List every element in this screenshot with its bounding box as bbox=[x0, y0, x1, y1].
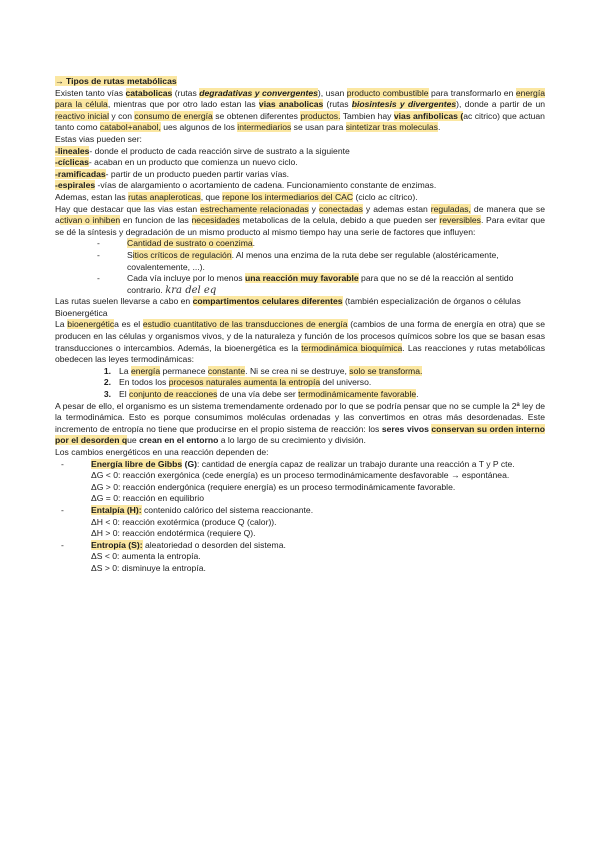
factor-item bbox=[55, 273, 545, 296]
text: a lo largo de su crecimiento y división. bbox=[218, 435, 366, 446]
enthalpy-line: ΔH > 0: reacción endotérmica (requiere Q). bbox=[91, 528, 256, 539]
type-lineales bbox=[55, 146, 545, 158]
title-text: → Tipos de rutas metabólicas bbox=[55, 76, 177, 86]
type-text: - partir de un producto pueden partir varias vías. bbox=[105, 168, 290, 179]
text: S bbox=[127, 249, 133, 260]
text: se obtenen diferentes bbox=[212, 110, 301, 121]
law-item bbox=[55, 377, 545, 389]
paragraph-energy-changes: Los cambios energéticos en una reacción dependen de: bbox=[55, 447, 269, 457]
highlight: reguladas, bbox=[430, 203, 471, 214]
type-name: -lineales bbox=[55, 145, 90, 156]
highlight: vias anfibolicas ( bbox=[393, 110, 464, 121]
text: . bbox=[252, 238, 256, 249]
highlight: repone los intermediarios del CAC bbox=[222, 191, 354, 202]
text: para transformarlo en bbox=[428, 87, 516, 98]
entropy-line: ΔS < 0: aumenta la entropía. bbox=[91, 551, 201, 562]
text: Tambien hay bbox=[340, 110, 394, 121]
text: de una vía debe ser bbox=[217, 389, 299, 400]
text: El bbox=[119, 389, 130, 400]
type-text: -vías de alargamiento o acortamiento de cadena. Funcionamiento constante de enzimas. bbox=[95, 180, 437, 191]
text: ue bbox=[127, 435, 140, 446]
highlight: reversibles bbox=[439, 215, 481, 226]
type-espirales bbox=[55, 180, 545, 192]
text: Ademas, estan las bbox=[55, 191, 129, 202]
gibbs-line: ΔG < 0: reacción exergónica (cede energía) es un proceso termodinámicamente desfavorable → espontánea. bbox=[91, 470, 510, 481]
highlight: solo se transforma. bbox=[349, 365, 423, 376]
text: , que bbox=[200, 191, 223, 202]
text: ac citrico) que actuan tanto como bbox=[55, 110, 545, 133]
text: se usan para bbox=[291, 122, 346, 133]
text: en funcion de las bbox=[120, 215, 192, 226]
text: . bbox=[416, 389, 419, 400]
concept-enthalpy bbox=[55, 505, 545, 517]
entropy-line: ΔS > 0: disminuye la entropía. bbox=[91, 562, 206, 573]
highlight: energía para la célula bbox=[55, 87, 545, 110]
type-name: -espirales bbox=[55, 180, 96, 191]
paragraph-vias-types-intro: Estas vias pueden ser: bbox=[55, 133, 142, 144]
highlight: energía bbox=[130, 365, 161, 376]
text: La bbox=[55, 319, 68, 330]
law-number: 1. bbox=[103, 365, 111, 376]
paragraph-metabolic-routes bbox=[55, 88, 545, 134]
text: . Ni se crea ni se destruye, bbox=[245, 365, 350, 376]
text: Hay que destacar que las vias estan bbox=[55, 203, 201, 214]
paragraph-anapleroticas bbox=[55, 192, 545, 204]
highlight: termodinámicamente favorable bbox=[298, 389, 417, 400]
highlight: rutas anapleroticas bbox=[128, 191, 201, 202]
text: . Las reacciones y rutas metabólicas obedecen las leyes termodinámicas: bbox=[55, 342, 546, 365]
gibbs-line: ΔG = 0: reacción en equilibrio bbox=[91, 493, 204, 504]
highlight: necesidades bbox=[191, 215, 240, 226]
highlight: catabol+anabol, bbox=[99, 122, 161, 133]
concept-symbol: (G) bbox=[182, 458, 198, 469]
text: ues algunos de los bbox=[160, 122, 238, 133]
highlight: una reacción muy favorable bbox=[245, 273, 359, 284]
text: (rutas bbox=[172, 87, 200, 98]
type-ciclicas bbox=[55, 157, 545, 169]
text: metabolicas de la celula, debido a que pueden ser bbox=[239, 215, 440, 226]
paragraph-order bbox=[55, 401, 545, 447]
highlight: constante bbox=[207, 365, 246, 376]
type-ramificadas bbox=[55, 169, 545, 181]
highlight: ctivan o inhiben bbox=[59, 215, 121, 226]
highlight: termodinámica bioquímica bbox=[301, 342, 403, 353]
bullet: - bbox=[61, 539, 64, 550]
highlight: bioenergétic bbox=[67, 319, 115, 330]
gibbs-line: ΔG > 0: reacción endergónica (requiere energía) es un proceso termodinámicamente favorable. bbox=[91, 481, 456, 492]
type-text: - donde el producto de cada reacción sirve de sustrato a la siguiente bbox=[89, 145, 350, 156]
law-number: 2. bbox=[103, 377, 111, 388]
highlight: itios críticos de regulación bbox=[132, 249, 232, 260]
concept-text: aleatoriedad o desorden del sistema. bbox=[142, 539, 286, 550]
text: y bbox=[308, 203, 319, 214]
concept-gibbs bbox=[55, 459, 545, 471]
highlight: reactivo inicial bbox=[55, 110, 109, 121]
highlight: estrechamente relacionadas bbox=[200, 203, 309, 214]
enthalpy-line: ΔH < 0: reacción exotérmica (produce Q (calor)). bbox=[91, 516, 277, 527]
text: (cambios de una forma de energía en otra) que se producen en las células y organismos vivos, y de la naturaleza y función de los procesos químicos sobre los que se basan esas transducciones o intercambios. Además, la bioenergética es la bbox=[55, 319, 546, 353]
paragraph-bioenergetics bbox=[55, 319, 545, 365]
factor-item bbox=[55, 250, 545, 273]
text: , mientras que por otro lado estan las bbox=[107, 99, 259, 110]
document-page bbox=[55, 76, 545, 575]
bullet: - bbox=[61, 504, 64, 515]
concept-entropy bbox=[55, 540, 545, 552]
bullet: - bbox=[97, 249, 100, 260]
law-number: 3. bbox=[103, 389, 111, 400]
text: A pesar de ello, el organismo es un sistema tremendamente ordenado por lo que se podría pensar que no se cumple la 2ª ley de la termodinámica. Esto es porque consumimos moléculas ordenadas y las convertimos en otras más desordenadas. Este incremento de entropía no tiene que producirse en el propio sistema de reacción: los bbox=[55, 400, 545, 434]
highlight: estudio cuantitativo de las transducciones de energía bbox=[142, 319, 348, 330]
highlight: producto combustible bbox=[346, 87, 429, 98]
type-name: -cíclicas bbox=[55, 157, 89, 168]
text: permanece bbox=[160, 365, 208, 376]
bullet: - bbox=[97, 273, 100, 284]
law-item bbox=[55, 366, 545, 378]
text: ), usan bbox=[317, 87, 347, 98]
bullet: - bbox=[97, 238, 100, 249]
factor-item bbox=[55, 238, 545, 250]
bold-text: crean en el entorno bbox=[139, 435, 219, 446]
text: (rutas bbox=[323, 99, 352, 110]
text: Cada vía incluye por lo menos bbox=[127, 273, 245, 284]
highlight: procesos naturales aumenta la entropía bbox=[168, 377, 321, 388]
highlight: conectadas bbox=[318, 203, 363, 214]
text: . Al menos una enzima de la ruta debe ser regulable (alostéricamente, covalentemente, ...). bbox=[127, 249, 499, 272]
text: (ciclo ac cítrico). bbox=[353, 191, 418, 202]
paragraph-compartments bbox=[55, 296, 545, 319]
highlight: productos. bbox=[300, 110, 341, 121]
highlight: compartimentos celulares diferentes bbox=[192, 296, 343, 307]
text: para que no se dé la reacción al sentido contrario. bbox=[127, 273, 514, 295]
text: ), donde a partir de un bbox=[456, 99, 545, 110]
highlight: conjunto de reacciones bbox=[129, 389, 218, 400]
highlight: biosintesis y divergentes bbox=[351, 99, 457, 110]
highlight: degradativas y convergentes bbox=[199, 87, 318, 98]
highlight: conservan su orden interno por el desorden q bbox=[55, 423, 546, 446]
text: y con bbox=[109, 110, 135, 121]
text: de manera que se a bbox=[55, 203, 545, 226]
concept-name: Energía libre de Gibbs bbox=[91, 458, 183, 469]
highlight: catabolicas bbox=[125, 87, 173, 98]
text: Las rutas suelen llevarse a cabo en bbox=[55, 296, 193, 307]
highlight: vias anabolicas bbox=[258, 99, 324, 110]
bullet: - bbox=[61, 458, 64, 469]
concept-name: Entalpía (H): bbox=[91, 504, 142, 515]
highlight: intermediarios bbox=[237, 122, 292, 133]
handwritten-note: kra del eq bbox=[165, 284, 217, 296]
text: . Para evitar que se dé la síntesis y degradación de un mismo producto al mismo tiempo hay una serie de factores que influyen: bbox=[55, 215, 545, 237]
text: Existen tanto vías bbox=[55, 87, 126, 98]
type-name: -ramificadas bbox=[55, 168, 106, 179]
concept-text: : cantidad de energía capaz de realizar un trabajo durante una reacción a T y P cte. bbox=[197, 458, 515, 469]
bold-text: seres vivos bbox=[381, 423, 429, 434]
text: En todos los bbox=[119, 377, 169, 388]
text: del universo. bbox=[320, 377, 372, 388]
type-text: - acaban en un producto que comienza un nuevo ciclo. bbox=[88, 157, 298, 168]
section-title bbox=[55, 76, 545, 88]
text: a es el bbox=[114, 319, 143, 330]
text: (también especialización de órganos o células Bioenergética bbox=[55, 296, 521, 318]
concept-name: Entropía (S): bbox=[91, 539, 143, 550]
text: La bbox=[119, 365, 131, 376]
highlight: consumo de energía bbox=[134, 110, 213, 121]
highlight: sintetizar tras moleculas bbox=[345, 122, 438, 133]
paragraph-regulation bbox=[55, 204, 545, 239]
law-item bbox=[55, 389, 545, 401]
concept-text: contenido calórico del sistema reaccionante. bbox=[141, 504, 314, 515]
text: . bbox=[437, 122, 441, 133]
text: y ademas estan bbox=[362, 203, 431, 214]
highlight: Cantidad de sustrato o coenzima bbox=[127, 238, 253, 249]
